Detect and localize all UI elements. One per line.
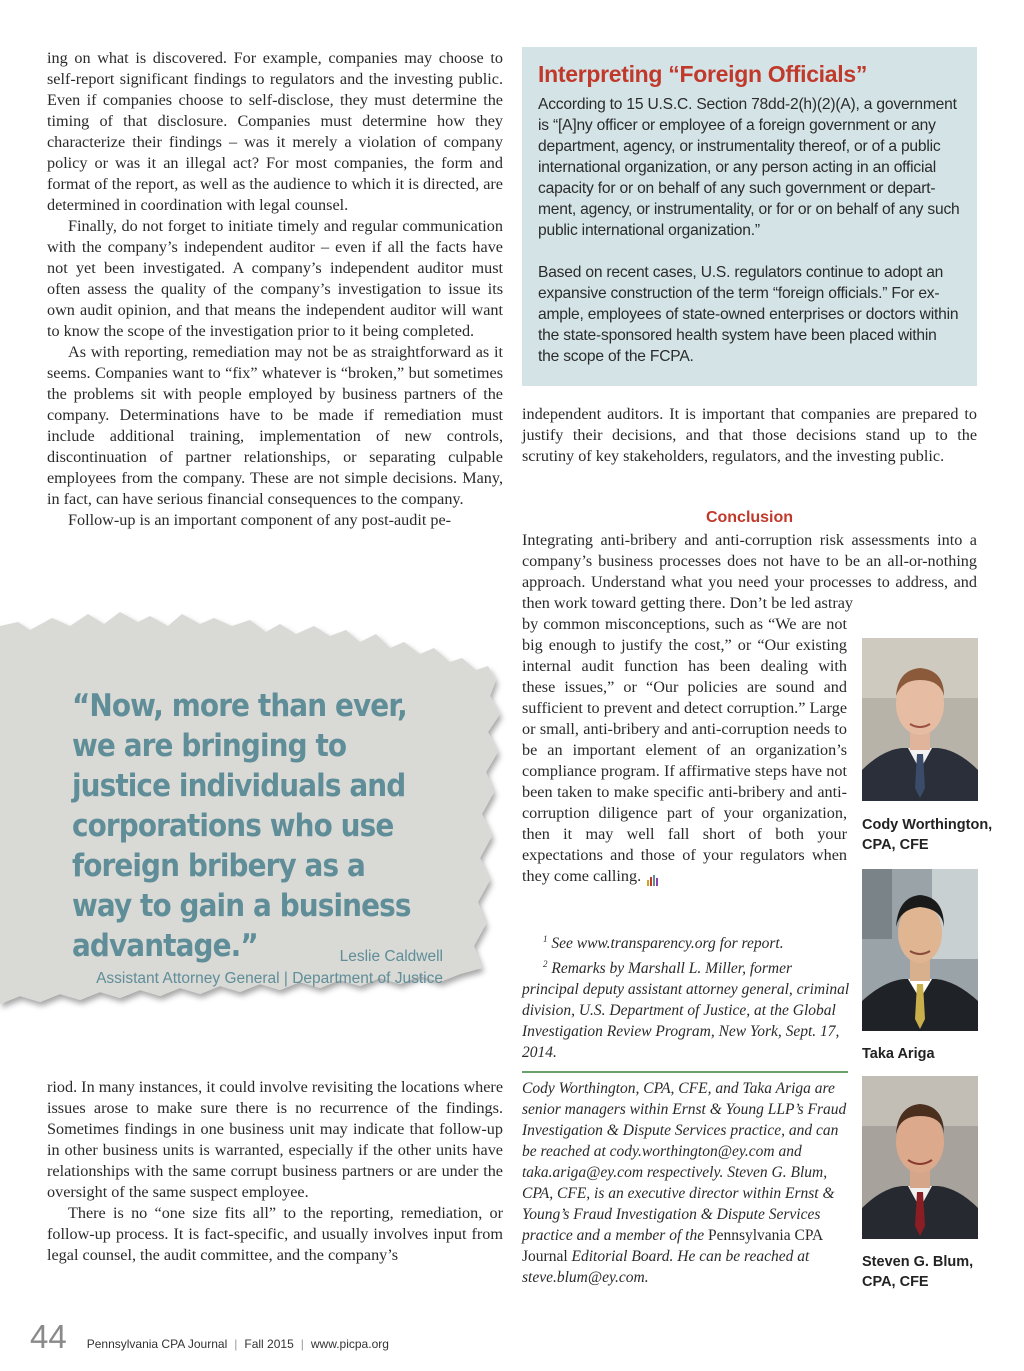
- author-photo-steven-blum: [862, 1076, 978, 1239]
- footer-publication: Pennsylvania CPA Journal | Fall 2015 | www.picpa.org: [86, 1337, 389, 1351]
- body-paragraph: Follow-up is an important component of any post-audit pe-: [68, 511, 452, 529]
- pull-quote-attribution: [60, 946, 443, 990]
- body-paragraph: There is no “one size fits all” to the reporting, remediation, or follow-up process. It is fact-specific, and usually involves input from legal counsel, the audit committee, and the company’s: [47, 1204, 503, 1264]
- body-paragraph: independent auditors. It is important that companies are prepared to justify their decisions, and that those decisions stand up to the scrutiny of key stakeholders, regulators, and the investing public.: [522, 405, 977, 465]
- quote-author-name: Leslie Caldwell: [339, 948, 443, 965]
- sidebar-box: [522, 47, 977, 386]
- sidebar-title: Interpreting “Foreign Officials”: [538, 61, 868, 87]
- sidebar-paragraph: Based on recent cases, U.S. regulators continue to adopt an expansive construction of the term “foreign officials.” For example, employees of state-owned enterprises or doctors within the state-sponsored health system have been placed within the scope of the FCPA.: [538, 264, 959, 365]
- footnote-text: See www.transparency.org for report.: [551, 935, 784, 953]
- caption-line: Steven G. Blum,: [862, 1254, 974, 1270]
- right-column-top: [522, 404, 977, 467]
- body-paragraph: [522, 614, 847, 887]
- left-column-bottom: [47, 1077, 503, 1266]
- page-number: 44: [30, 1318, 67, 1355]
- author-bio: [522, 1078, 852, 1288]
- body-paragraph: riod. In many instances, it could involve revisiting the locations where issues arose to make sure there is no recurrence of the findings. Sometimes findings in one business unit may indicate that follow-up in other business units is warranted, especially if the other units have relationships with the same corrupt business partners or are under the oversight of the same suspect employee.: [47, 1078, 503, 1201]
- quote-author-role: Assistant Attorney General | Department of Justice: [96, 970, 443, 987]
- caption-line: Taka Ariga: [862, 1046, 935, 1062]
- footer-journal: Pennsylvania CPA Journal: [86, 1337, 228, 1351]
- left-column-top: [47, 48, 503, 531]
- pull-quote-text: “Now, more than ever, we are bringing to justice individuals and corporations who use foreign bribery as a way to gain a business advantage.”: [72, 688, 411, 964]
- footer-issue: Fall 2015: [244, 1337, 294, 1351]
- bio-text: Cody Worthington, CPA, CFE, and Taka Ariga are senior managers within Ernst & Young LLP’s Fraud Investigation & Dispute Services practice, and can be reached at cody.worthington@ey.com and taka.ariga@ey.com respectively. Steven G. Blum, CPA, CFE, is an executive director within Ernst & Young’s Fraud Investigation & Dispute Services practice and a member of the: [522, 1080, 847, 1244]
- author-caption: [862, 1252, 1012, 1292]
- author-caption: [862, 1044, 1012, 1064]
- bio-text: Editorial Board. He can be reached at steve.blum@ey.com.: [522, 1248, 810, 1286]
- end-mark-icon: [645, 871, 663, 883]
- divider-rule: [522, 1071, 848, 1073]
- journal-name: Pennsylvania CPA Journal: [522, 1227, 823, 1265]
- conclusion-text: by common misconceptions, such as “We are not big enough to justify the cost,” or “Our existing internal audit function has been dealing with these issues,” or “Our policies are sound and sufficient to prevent and detect corruption.” Large or small, anti-bribery and anti-corruption needs to be an important element of an organization’s compliance program. If affirmative steps have not been taken to make specific anti-bribery and anti-corruption diligence part of your organization, then it may well fall short of both your expectations and those of your regulators when they come calling.: [522, 615, 847, 885]
- footnotes: [522, 929, 852, 1063]
- footnote: [522, 954, 852, 1063]
- author-photo-taka-ariga: [862, 869, 978, 1031]
- body-paragraph: ing on what is discovered. For example, companies may choose to self-report significant findings to regulators and the investing public. Even if companies choose to self-disclose, they must determine the timing of that disclosure. Companies must determine how they characterize their findings – was it merely a violation of company policy or was it an illegal act? For most companies, the form and format of the report, as well as the audience to which it is directed, are determined in coordination with legal counsel.: [47, 49, 503, 214]
- footnote-marker: 1: [543, 934, 548, 944]
- caption-line: CPA, CFE: [862, 1274, 929, 1290]
- footnote: [522, 929, 852, 954]
- bio-paragraph: [522, 1078, 852, 1288]
- author-photo-cody-worthington: [862, 638, 978, 801]
- sidebar-paragraph: According to 15 U.S.C. Section 78dd-2(h)(2)(A), a government is “[A]ny officer or employee of a foreign government or any department, agency, or instrumentality thereof, or of a public international organization, or any person acting in an official capacity for or on behalf of any such government or department, agency, or instrumentality, or for or on behalf of any such public international organization.”: [538, 96, 960, 239]
- footnote-text: Remarks by Marshall L. Miller, former principal deputy assistant attorney general, criminal division, U.S. Department of Justice, at the Global Investigation Review Program, New York, Sept. 17, 2014.: [522, 960, 850, 1062]
- caption-line: Cody Worthington,: [862, 817, 993, 833]
- conclusion-heading: Conclusion: [705, 509, 794, 526]
- body-paragraph: As with reporting, remediation may not be as straightforward as it seems. Companies want to “fix” whatever is “broken,” but sometimes the problems sit with people employed by business partners of the company. Determinations have to be made if remediation must include additional training, implementation of new controls, discontinuation of partner relationships, or separating culpable employees from the company. These are not simple decisions. Many, in fact, can have serious financial consequences to the company.: [47, 343, 503, 508]
- body-paragraph: Integrating anti-bribery and anti-corruption risk assessments into a company’s business processes does not have to be an all-or-nothing approach. Understand what you need your processes to address, and then work toward getting there. Don’t be led astray: [522, 531, 977, 612]
- body-paragraph: Finally, do not forget to initiate timely and regular communication with the company’s independent auditor – even if all the facts have not yet been investigated. A company’s independent auditor must often assess the quality of the company’s investigation to issue its own audit opinion, and that means the independent auditor will want to know the scope of the investigation prior to it being completed.: [47, 217, 503, 340]
- caption-line: CPA, CFE: [862, 837, 929, 853]
- footnote-marker: 2: [543, 959, 548, 970]
- author-caption: [862, 815, 1012, 855]
- footer-url[interactable]: www.picpa.org: [310, 1337, 389, 1351]
- page-footer: [30, 1318, 389, 1356]
